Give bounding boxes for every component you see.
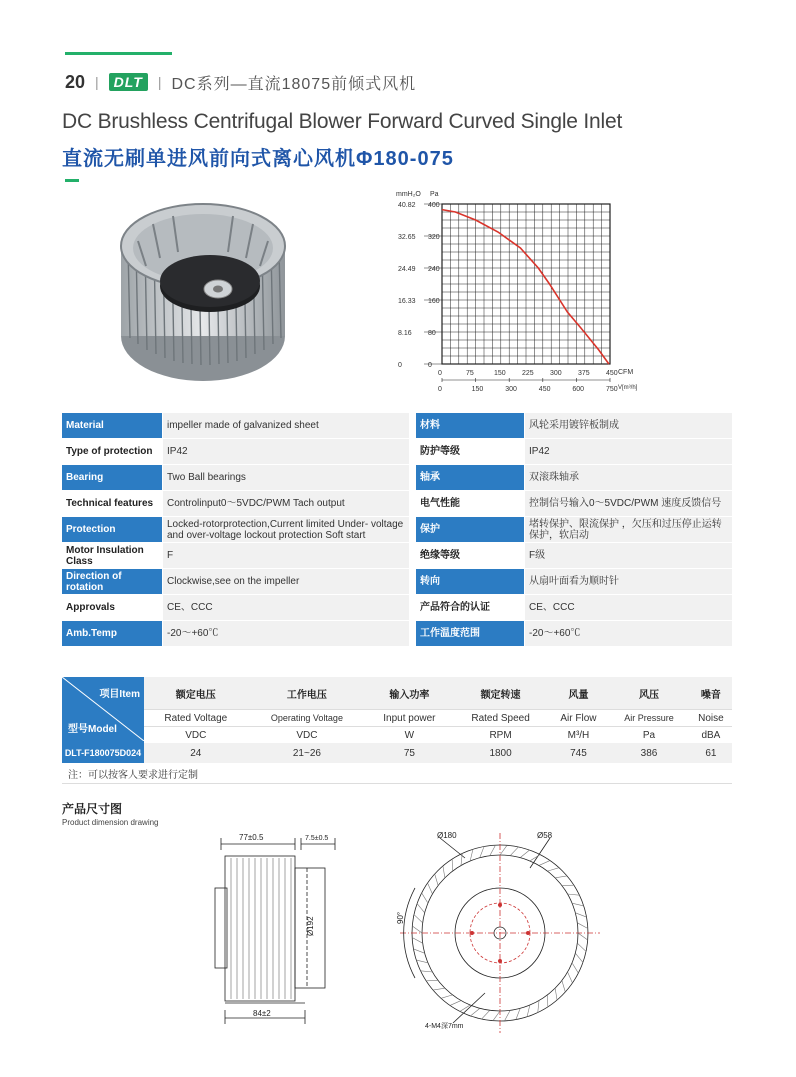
col-header-cn: 风压 (608, 677, 690, 710)
spec-cn-value: IP42 (525, 439, 732, 465)
spec-table-en (62, 413, 409, 647)
spec-en-label: Amb.Temp (62, 621, 162, 647)
y-tick-pa: 400 (428, 202, 440, 209)
dim-label-angle: 90° (396, 911, 405, 924)
impeller-blade (471, 1008, 480, 1016)
impeller-blade (441, 995, 452, 998)
spec-en-value: -20～+60℃ (163, 621, 409, 647)
spec-cn-label: 转向 (416, 569, 524, 595)
col-header-en: Rated Voltage (144, 710, 248, 727)
dimension-subtitle: Product dimension drawing (62, 818, 159, 827)
x-tick-v: 150 (471, 386, 484, 393)
series-title: DC系列—直流18075前倾式风机 (171, 75, 417, 93)
spec-en-label: Type of protection (62, 439, 162, 465)
front-view-drawing (395, 828, 615, 1038)
spec-en-label: Direction of rotation (62, 569, 162, 595)
col-unit: VDC (248, 727, 367, 744)
product-title-en: DC Brushless Centrifugal Blower Forward Curved Single Inlet (62, 110, 623, 133)
impeller-blade (482, 1010, 490, 1019)
x-tick-v: 300 (505, 386, 517, 393)
table-cell: 745 (549, 743, 609, 763)
spec-cn-label: 电气性能 (416, 491, 524, 517)
spec-cn-value: 从扇叶面看为顺时针 (525, 569, 732, 595)
table-cell: 1800 (452, 743, 548, 763)
y-tick-mmh2o: 32.65 (398, 234, 416, 241)
impeller-blade (413, 949, 424, 953)
impeller-blade (577, 943, 586, 951)
corner-item-label: 项目Item (99, 689, 140, 700)
y-tick-mmh2o: 24.49 (398, 266, 416, 273)
y-axis-label-pa: Pa (430, 191, 439, 198)
col-unit: VDC (144, 727, 248, 744)
spec-en-row (62, 517, 409, 543)
x-tick-cfm: 150 (494, 370, 506, 377)
impeller-photo (118, 186, 288, 386)
impeller-blade (568, 972, 573, 983)
y-tick-pa: 160 (428, 298, 440, 305)
spec-en-value: F (163, 543, 409, 569)
impeller-blade (547, 868, 558, 871)
dim-label-dia: Ø192 (306, 916, 315, 936)
spec-cn-label: 材料 (416, 413, 524, 439)
table-cell: 386 (608, 743, 690, 763)
y-tick-mmh2o: 0 (398, 362, 402, 369)
spec-cn-value: -20～+60℃ (525, 621, 732, 647)
spec-en-label: Approvals (62, 595, 162, 621)
x-tick-v: 0 (438, 386, 442, 393)
spec-en-label: Technical features (62, 491, 162, 517)
col-unit: dBA (690, 727, 732, 744)
corner-model-label: 型号Model (68, 724, 117, 735)
x-tick-labels (438, 370, 618, 393)
spec-en-row (62, 595, 409, 621)
impeller-blade (572, 903, 584, 906)
performance-chart (390, 184, 650, 396)
spec-en-label: Protection (62, 517, 162, 543)
table-cell: 21~26 (248, 743, 367, 763)
y-axis-label-mmh2o: mmH₂O (396, 191, 421, 198)
spec-en-row (62, 543, 409, 569)
impeller-blade (433, 988, 445, 990)
col-header-en: Noise (690, 710, 732, 727)
col-unit: Pa (608, 727, 690, 744)
side-view-drawing (195, 828, 355, 1038)
dim-label-height: 84±2 (253, 1009, 271, 1018)
col-header-en: Operating Voltage (248, 710, 367, 727)
impeller-blade (412, 937, 423, 943)
spec-table-cn (416, 413, 732, 647)
spec-cn-row (416, 517, 732, 543)
spec-en-row (62, 439, 409, 465)
dimension-title: 产品尺寸图 (62, 802, 123, 816)
spec-cn-value: F级 (525, 543, 732, 569)
spec-cn-label: 防护等级 (416, 439, 524, 465)
x-tick-v: 750 (606, 386, 618, 393)
spec-en-row (62, 569, 409, 595)
x-unit-v: V[m³/h] (618, 385, 638, 391)
dim-label-screw: 4-M4深7mm (425, 1023, 464, 1030)
impeller-blade (562, 980, 565, 991)
y-tick-mmh2o: 40.82 (398, 202, 416, 209)
impeller-blade (504, 1010, 510, 1021)
model-table (62, 677, 732, 784)
spec-en-value: impeller made of galvanized sheet (163, 413, 409, 439)
dim-label-offset: 7.5±0.5 (305, 835, 329, 842)
table-corner (62, 677, 144, 743)
x-tick-cfm: 450 (606, 370, 618, 377)
impeller-blade (527, 1005, 530, 1017)
col-header-en: Rated Speed (452, 710, 548, 727)
col-header-cn: 输入功率 (366, 677, 452, 710)
impeller-blade (443, 866, 445, 878)
spec-en-row (62, 491, 409, 517)
y-tick-pa: 80 (428, 330, 436, 337)
spec-en-value: IP42 (163, 439, 409, 465)
x-tick-v: 450 (538, 386, 551, 393)
impeller-blade (421, 971, 433, 972)
impeller-blade (568, 894, 580, 895)
impeller-blade (422, 893, 428, 903)
spec-cn-label: 绝缘等级 (416, 543, 524, 569)
impeller-blade (450, 1001, 461, 1006)
header-separator-2: | (157, 74, 162, 90)
title-accent-dash (65, 179, 79, 182)
y-tick-pa: 240 (428, 266, 440, 273)
impeller-blade (575, 953, 583, 962)
page-header (65, 70, 416, 94)
spec-cn-row (416, 465, 732, 491)
spec-en-value: Clockwise,see on the impeller (163, 569, 409, 595)
table-cell: 61 (690, 743, 732, 763)
brand-logo: DLT (109, 73, 148, 91)
table-cell: 75 (366, 743, 452, 763)
impeller-blade (520, 850, 529, 858)
col-header-cn: 额定转速 (452, 677, 548, 710)
col-header-en: Air Flow (549, 710, 609, 727)
spec-en-row (62, 465, 409, 491)
dim-label-width: 77±0.5 (239, 833, 264, 842)
spec-en-value: Locked-rotorprotection,Current limited Under- voltage and over-voltage lockout protection Soft start (163, 517, 409, 543)
spec-en-row (62, 621, 409, 647)
x-tick-cfm: 0 (438, 370, 442, 377)
col-unit: M³/H (549, 727, 609, 744)
col-unit: RPM (452, 727, 548, 744)
spec-cn-value: 堵转保护、限流保护 ，欠压和过压停止运转保护，软启动 (525, 517, 732, 543)
spec-cn-label: 轴承 (416, 465, 524, 491)
impeller-blade (414, 915, 423, 923)
chart-grid (442, 204, 610, 364)
col-header-cn: 噪音 (690, 677, 732, 710)
x-tick-cfm: 375 (578, 370, 590, 377)
impeller-blade (510, 847, 518, 856)
impeller-blade (538, 1001, 539, 1013)
impeller-blade (416, 960, 428, 963)
spec-cn-row (416, 621, 732, 647)
impeller-blade (500, 845, 507, 855)
model-name: DLT-F180075D024 (62, 743, 144, 763)
impeller-blade (490, 845, 496, 856)
spec-cn-row (416, 543, 732, 569)
spec-en-row (62, 413, 409, 439)
y-tick-labels (398, 202, 442, 369)
impeller-blade (572, 963, 578, 973)
impeller-blade (435, 874, 438, 885)
col-header-en: Input power (366, 710, 452, 727)
spec-en-label: Material (62, 413, 162, 439)
table-note: 注：可以按客人要求进行定制 (62, 763, 732, 784)
top-accent-line (65, 52, 172, 55)
impeller-blade (412, 926, 422, 933)
spec-en-value: CE、CCC (163, 595, 409, 621)
spec-en-label: Bearing (62, 465, 162, 491)
spec-cn-label: 保护 (416, 517, 524, 543)
y-tick-pa: 320 (428, 234, 440, 241)
col-header-en: Air Pressure (608, 710, 690, 727)
spec-cn-label: 产品符合的认证 (416, 595, 524, 621)
impeller-blade (577, 923, 588, 929)
y-tick-mmh2o: 8.16 (398, 330, 412, 337)
spec-cn-label: 工作温度范围 (416, 621, 524, 647)
dim-label-outer-dia: Ø180 (437, 831, 457, 840)
product-title-cn: 直流无刷单进风前向式离心风机Φ180-075 (62, 148, 454, 170)
y-tick-pa: 0 (428, 362, 432, 369)
spec-cn-row (416, 569, 732, 595)
col-header-cn: 风量 (549, 677, 609, 710)
impeller-blade (428, 883, 433, 894)
spec-cn-row (416, 439, 732, 465)
table-cell: 24 (144, 743, 248, 763)
spec-cn-value: 控制信号输入0～5VDC/PWM 速度反馈信号 (525, 491, 732, 517)
page-number: 20 (65, 71, 86, 92)
x-tick-cfm: 75 (466, 370, 474, 377)
impeller-blade (555, 988, 557, 1000)
impeller-blade (516, 1008, 520, 1019)
impeller-blade (555, 876, 567, 878)
spec-cn-row (416, 413, 732, 439)
y-tick-mmh2o: 16.33 (398, 298, 416, 305)
impeller-blade (470, 849, 473, 861)
spec-cn-row (416, 595, 732, 621)
x-tick-cfm: 225 (522, 370, 534, 377)
impeller-blade (493, 1011, 500, 1021)
x-unit-cfm: CFM (618, 369, 634, 376)
spec-cn-value: 风轮采用镀锌板制成 (525, 413, 732, 439)
spec-cn-row (416, 491, 732, 517)
x-tick-cfm: 300 (550, 370, 562, 377)
spec-en-value: Two Ball bearings (163, 465, 409, 491)
col-header-cn: 额定电压 (144, 677, 248, 710)
col-header-cn: 工作电压 (248, 677, 367, 710)
header-separator: | (95, 74, 99, 90)
spec-en-value: Controlinput0～5VDC/PWM Tach output (163, 491, 409, 517)
spec-en-label: Motor Insulation Class (62, 543, 162, 569)
impeller-blade (539, 861, 550, 866)
col-unit: W (366, 727, 452, 744)
impeller-blade (417, 904, 425, 913)
spec-cn-value: CE、CCC (525, 595, 732, 621)
spec-cn-value: 双滚珠轴承 (525, 465, 732, 491)
dim-label-hub-dia: Ø58 (537, 831, 553, 840)
impeller-blade (480, 846, 484, 857)
impeller-blade (575, 913, 586, 917)
x-tick-v: 600 (572, 386, 585, 393)
impeller-blade (578, 933, 588, 940)
